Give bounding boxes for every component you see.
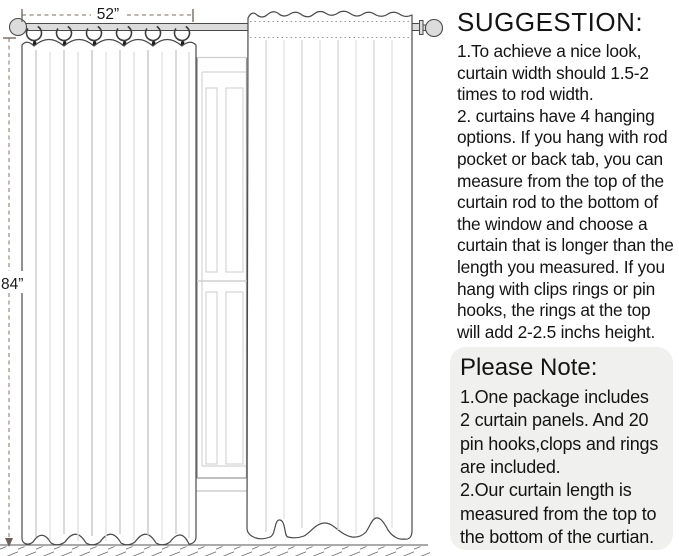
right-finial [426, 20, 443, 37]
left-finial [10, 19, 27, 36]
suggestion-item-2: 2. curtains have 4 hanging options. If you hang with rod pocket or back tab, you can measure from the top of the curtain rod to the bottom of the window and choose a curtain that is longer than the length you measured. If you hang with clips rings or pin hooks, the rings at the top will add 2-2.5 inchs height. [457, 105, 674, 342]
width-measurement [22, 3, 193, 23]
note-item-1: 1.One package includes 2 curtain panels. And 20 pin hooks,clops and rings are included. [460, 386, 659, 477]
please-note-box [450, 347, 673, 550]
width-label: 52” [96, 6, 120, 23]
suggestion-title: SUGGESTION: [457, 7, 644, 37]
floor [0, 545, 430, 556]
right-finial-bracket [420, 21, 424, 35]
note-item-2: 2.Our curtain length is measured from the top to the bottom of the curtian. [460, 480, 657, 548]
suggestion-section [457, 8, 676, 343]
window [190, 57, 248, 491]
note-title: Please Note: [460, 354, 598, 381]
right-curtain-panel [247, 11, 412, 539]
left-curtain-panel [22, 40, 196, 545]
suggestion-item-1: 1.To achieve a nice look, curtain width should 1.5-2 times to rod width. [457, 40, 649, 105]
height-label: 84” [1, 276, 24, 293]
